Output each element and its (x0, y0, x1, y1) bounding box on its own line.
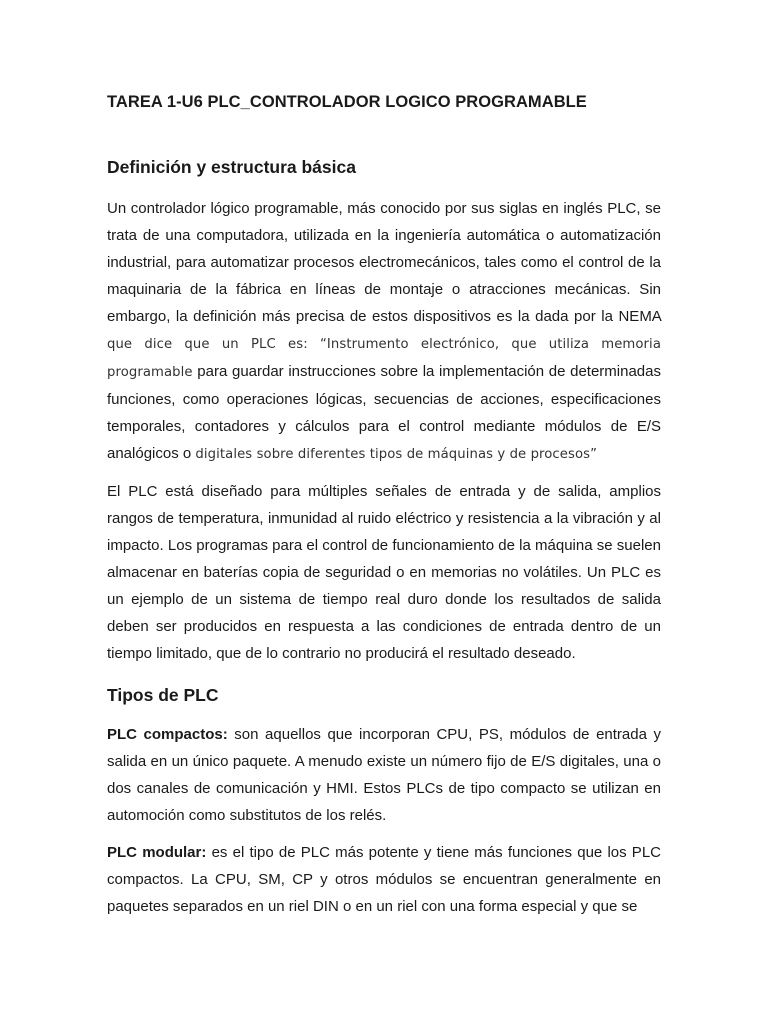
paragraph-definicion (107, 195, 661, 468)
text-plc-compactos: son aquellos que incorporan CPU, PS, módulos de entrada y salida en un único paquete. A menudo existe un número fijo de E/S digitales, una o dos canales de comunicación y HMI. Estos PLCs de tipo compacto se utilizan en automoción como substitutos de los relés. (107, 726, 661, 824)
paragraph-definicion-part4: digitales sobre diferentes tipos de máquinas y de procesos” (195, 447, 598, 462)
document-body (107, 90, 661, 920)
paragraph-definicion-part2: que dice que un PLC es: “Instrumento electrónico, que utiliza memoria programable (107, 337, 661, 380)
paragraph-plc-caracteristicas: El PLC está diseñado para múltiples señales de entrada y de salida, amplios rangos de temperatura, inmunidad al ruido eléctrico y resistencia a la vibración y al impacto. Los programas para el control de funcionamiento de la máquina se suelen almacenar en baterías copia de seguridad o en memorias no volátiles. Un PLC es un ejemplo de un sistema de tiempo real duro donde los resultados de salida deben ser producidos en respuesta a las condiciones de entrada dentro de un tiempo limitado, que de lo contrario no producirá el resultado deseado. (107, 483, 661, 662)
section-heading-tipos: Tipos de PLC (107, 685, 219, 705)
paragraph-definicion-part1: Un controlador lógico programable, más conocido por sus siglas en inglés PLC, se trata de una computadora, utilizada en la ingeniería automática o automatización industrial, para automatizar procesos electromecánicos, tales como el control de la maquinaria de la fábrica en líneas de montaje o atracciones mecánicas. Sin embargo, la definición más precisa de estos dispositivos es la dada por la NEMA (107, 200, 661, 325)
term-plc-compactos: PLC compactos: (107, 726, 228, 743)
text-plc-modular: es el tipo de PLC más potente y tiene más funciones que los PLC compactos. La CPU, SM, CP y otros módulos se encuentran generalmente en paquetes separados en un riel DIN o en un riel con una forma especial y que se (107, 844, 661, 915)
paragraph-plc-compactos (107, 721, 661, 829)
term-plc-modular: PLC modular: (107, 844, 207, 861)
document-title: TAREA 1-U6 PLC_CONTROLADOR LOGICO PROGRAMABLE (107, 93, 587, 111)
paragraph-definicion-part3: para guardar instrucciones sobre la implementación de determinadas funciones, como operaciones lógicas, secuencias de acciones, especificaciones temporales, contadores y cálculos para el control mediante módulos de E/S analógicos o (107, 363, 661, 462)
section-heading-definicion: Definición y estructura básica (107, 157, 356, 177)
paragraph-plc-modular (107, 839, 661, 920)
